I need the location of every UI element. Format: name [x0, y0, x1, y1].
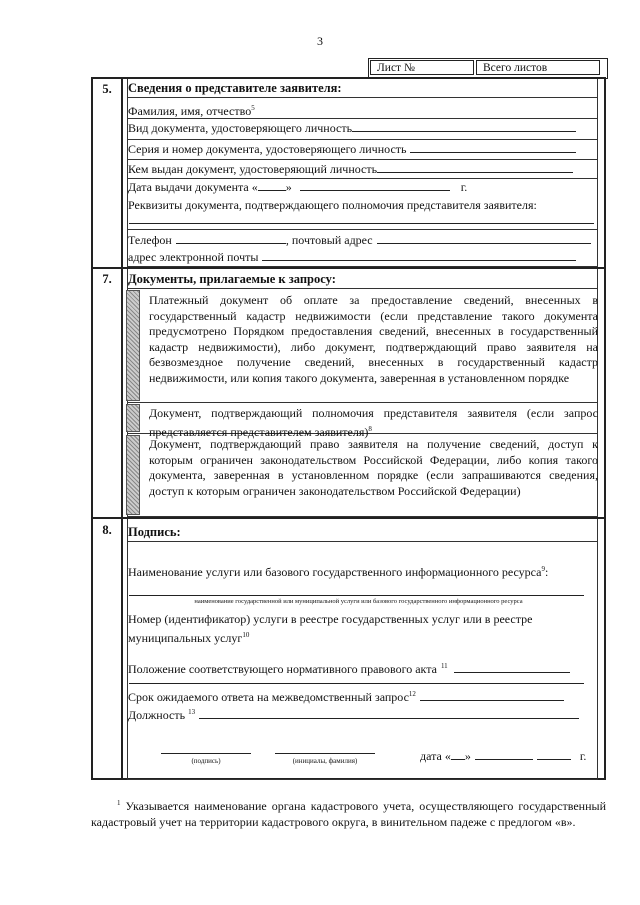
footnote-marker: 1 — [117, 799, 121, 807]
section-7 — [93, 269, 604, 517]
footnote-text: Указывается наименование органа кадастрового учета, осуществляющего государственный кадастровый учет на территории кадастрового округа, в винительном падеже с предлогом «в». — [91, 799, 606, 829]
section-5-title: Сведения о представителе заявителя: — [128, 81, 342, 95]
section-8-title: Подпись: — [128, 525, 181, 539]
legal-act-label: Положение соответствующего нормативного правового акта — [128, 662, 437, 676]
service-id-label: муниципальных услуг — [128, 631, 243, 645]
section-8-number: 8. — [102, 523, 112, 537]
id-document-series-label: Серия и номер документа, удостоверяющего личность — [128, 142, 407, 156]
section-8 — [93, 519, 604, 780]
document-3-checkbox[interactable] — [126, 435, 140, 515]
document-1-text: Платежный документ об оплате за предоставление сведений, внесенных в государственный кадастр недвижимости (если представление такого документа предусмотрено Порядком предоставления сведений, внесенных в государственный кадастр недвижимости), либо документ, подтверждающий право заявителя на безвозмездное получение сведений, внесенных в государственный кадастр недвижимости, или копия такого документа, заверенная в установленном порядке — [149, 293, 598, 385]
signature-date-label: дата « — [420, 749, 451, 763]
initials-caption: (инициалы, фамилия) — [292, 757, 358, 765]
email-label: адрес электронной почты — [128, 250, 259, 264]
section-5-number: 5. — [102, 82, 112, 96]
authority-document-field[interactable] — [128, 197, 596, 213]
initials-line[interactable] — [275, 743, 375, 754]
document-2-checkbox[interactable] — [126, 404, 140, 432]
signature-date-field[interactable]: дата « » г. — [420, 749, 587, 763]
representative-name-label: Фамилия, имя, отчество — [128, 104, 252, 118]
service-name-line[interactable] — [129, 585, 584, 596]
sheet-number-cell: Лист № — [370, 60, 474, 75]
phone-postal-field[interactable] — [128, 232, 596, 248]
legal-act-field[interactable]: Положение соответствующего нормативного правового акта $^{11}$ — [128, 658, 596, 677]
document-1-checkbox[interactable] — [126, 290, 140, 401]
service-name-caption: наименование государственной или муниципальной услуги или базового государственного информационного ресурса — [194, 598, 523, 605]
postal-address-label: , почтовый адрес — [285, 233, 373, 247]
section-5 — [93, 79, 604, 267]
position-label: Должность — [128, 708, 186, 722]
service-id-field-line1: Номер (идентификатор) услуги в реестре государственных услуг или в реестре — [128, 612, 533, 626]
id-document-type-field[interactable] — [128, 120, 596, 136]
id-document-date-field[interactable]: Дата выдачи документа « » г. — [128, 180, 468, 194]
email-field[interactable] — [128, 249, 596, 265]
service-name-field[interactable]: Наименование услуги или базового государственного информационного ресурса$^9$: — [128, 565, 549, 579]
total-sheets-cell: Всего листов — [476, 60, 600, 75]
response-term-label: Срок ожидаемого ответа на межведомственный запрос — [128, 690, 409, 704]
id-document-issuer-field[interactable] — [128, 161, 596, 177]
representative-name-field[interactable]: Фамилия, имя, отчество$^5$ — [128, 104, 255, 118]
section-7-title: Документы, прилагаемые к запросу: — [128, 272, 336, 286]
form-frame — [91, 77, 606, 780]
sheet-info-box — [368, 58, 608, 79]
signature-caption: (подпись) — [191, 757, 221, 765]
footnote — [91, 795, 606, 830]
document-3-text: Документ, подтверждающий право заявителя на получение сведений, доступ к которым ограничен законодательством Российской Федерации, либо копия такого документа, заверенная в установленном порядке (если запрашиваются сведения, доступ к которым ограничен законодательством Российской Федерации) — [149, 437, 598, 498]
service-id-field[interactable]: муниципальных услуг$^{10}$ — [128, 631, 250, 645]
id-document-type-label: Вид документа, удостоверяющего личность — [128, 121, 353, 135]
id-document-issuer-label: Кем выдан документ, удостоверяющий личность — [128, 162, 378, 176]
page-number: 3 — [317, 34, 323, 48]
signature-line[interactable] — [161, 743, 251, 754]
id-document-date-label: Дата выдачи документа « — [128, 180, 258, 194]
authority-document-line[interactable] — [129, 213, 594, 224]
section-7-number: 7. — [102, 272, 112, 286]
legal-act-line[interactable] — [129, 673, 584, 684]
phone-label: Телефон — [128, 233, 172, 247]
service-name-label: Наименование услуги или базового государственного информационного ресурса — [128, 565, 542, 579]
position-field[interactable]: Должность $^{13}$ — [128, 704, 596, 723]
id-document-series-field[interactable] — [128, 141, 596, 157]
document-2-text: Документ, подтверждающий полномочия представителя заявителя (если запрос представляется представителем заявителя)$^8$ — [149, 406, 598, 439]
response-term-field[interactable]: Срок ожидаемого ответа на межведомственный запрос$^{12}$ — [128, 686, 596, 705]
authority-document-label: Реквизиты документа, подтверждающего полномочия представителя заявителя: — [128, 198, 537, 212]
